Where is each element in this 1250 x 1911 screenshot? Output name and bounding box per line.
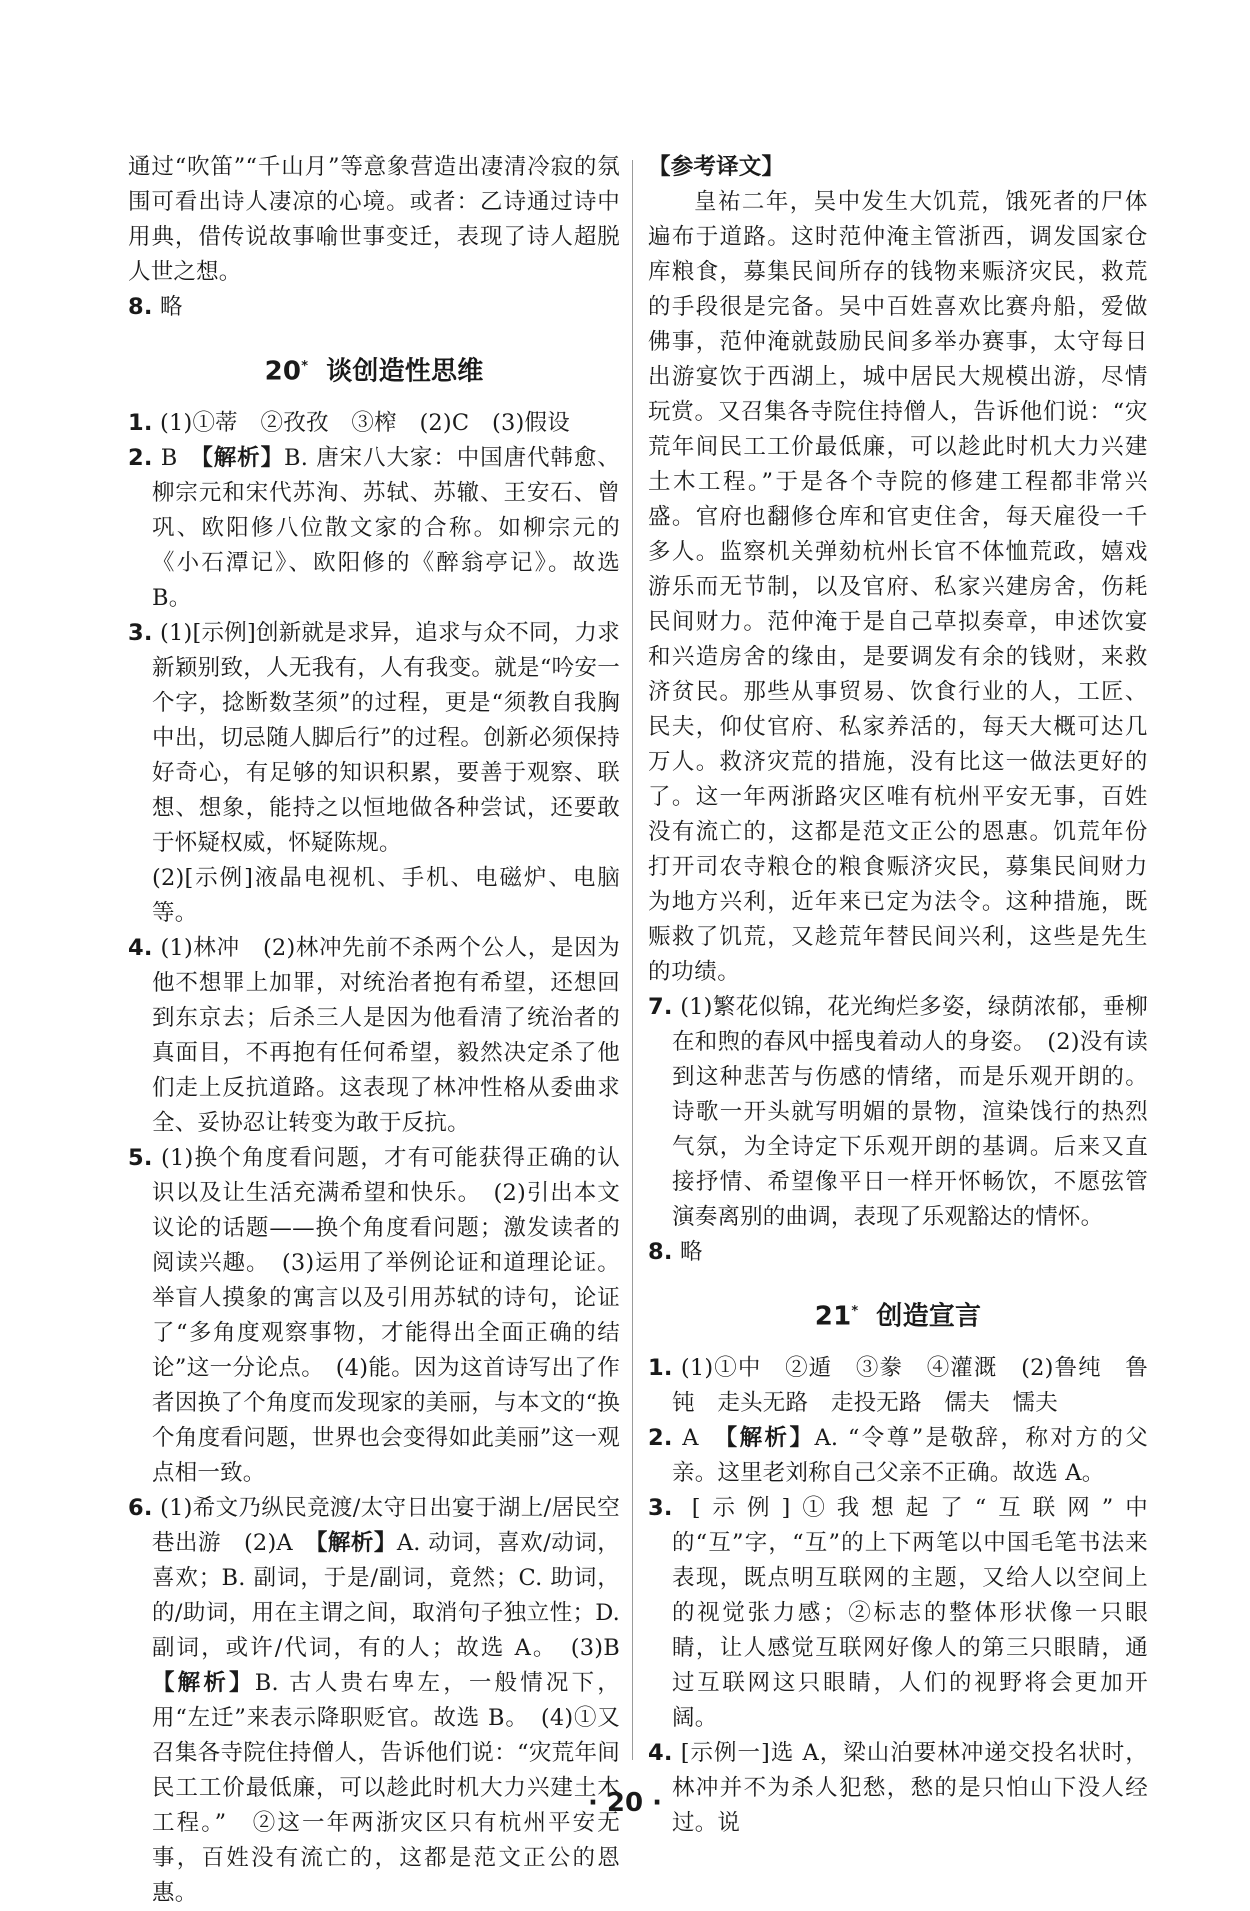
right-column [648,150,1148,1841]
answer-item-2: 2. A 【解析】A. “令尊”是敬辞，称对方的父亲。这里老刘称自己父亲不正确。故选 A。 [648,1424,1148,1486]
reference-translation-heading: 【参考译文】 [648,154,785,180]
section-title-21: 21* 创造宣言 [814,1301,982,1332]
reference-translation: 皇祐二年，吴中发生大饥荒，饿死者的尸体遍布于道路。这时范仲淹主管浙西，调发国家仓库粮食，募集民间所存的钱物来赈济灾民，救荒的手段很是完备。吴中百姓喜欢比赛舟船，爱做佛事，范仲淹就鼓励民间多举办赛事，太守每日出游宴饮于西湖上，城中居民大规模出游，尽情玩赏。又召集各寺院住持僧人，告诉他们说：“灾荒年间民工工价最低廉，可以趁此时机大力兴建土木工程。”于是各个寺院的修建工程都非常兴盛。官府也翻修仓库和官吏住舍，每天雇役一千多人。监察机关弹劾杭州长官不体恤荒政，嬉戏游乐而无节制，以及官府、私家兴建房舍，伤耗民间财力。范仲淹于是自己草拟奏章，申述饮宴和兴造房舍的缘由，是要调发有余的钱财，来救济贫民。那些从事贸易、饮食行业的人，工匠、民夫，仰仗官府、私家养活的，每天大概可达几万人。救济灾荒的措施，没有比这一做法更好的了。这一年两浙路灾区唯有杭州平安无事，百姓没有流亡的，这都是范文正公的恩惠。饥荒年份打开司农寺粮仓的粮食赈济灾民，募集民间财力为地方兴利，近年来已定为法令。这种措施，既赈救了饥荒，又趁荒年替民间兴利，这些是先生的功绩。 [648,189,1148,985]
answer-item-8: 8. 略 [128,294,183,320]
answer-item-4: 4. (1)林冲 (2)林冲先前不杀两个公人，是因为他不想罪上加罪，对统治者抱有希望，还想回到东京去；后杀三人是因为他看清了统治者的真面目，不再抱有任何希望，毅然决定杀了他们走上反抗道路。这表现了林冲性格从委曲求全、妥协忍让转变为敢于反抗。 [128,934,621,1136]
answer-item-7: 7. (1)繁花似锦，花光绚烂多姿，绿荫浓郁，垂柳在和煦的春风中摇曳着动人的身姿。 (2)没有读到这种悲苦与伤感的情绪，而是乐观开朗的。诗歌一开头就写明媚的景物，渲染饯行的热烈气氛，为全诗定下乐观开朗的基调。后来又直接抒情、希望像平日一样开怀畅饮，不愿弦管演奏离别的曲调，表现了乐观豁达的情怀。 [648,994,1148,1230]
answer-item-5: 5. (1)换个角度看问题，才有可能获得正确的认识以及让生活充满希望和快乐。 (2)引出本文议论的话题——换个角度看问题；激发读者的阅读兴趣。 (3)运用了举例论证和道理论证。举盲人摸象的寓言以及引用苏轼的诗句，论证了“多角度观察事物，才能得出全面正确的结论”这一分论点。 (4)能。因为这首诗写出了作者因换了个角度而发现家的美丽，与本文的“换个角度看问题，世界也会变得如此美丽”这一观点相一致。 [128,1144,620,1486]
page-number: · 20 · [587,1788,663,1818]
answer-item-4: 4. [示例一]选 A，梁山泊要林冲递交投名状时，林冲并不为杀人犯愁，愁的是只怕山下没人经过。说 [648,1739,1148,1836]
answer-item-1: 1. (1)①中 ②遁 ③豢 ④灌溉 (2)鲁纯 鲁钝 走头无路 走投无路 儒夫 懦夫 [648,1354,1149,1416]
answer-item-1: 1. (1)①蒂 ②孜孜 ③榨 (2)C (3)假设 [128,409,570,436]
continued-paragraph: 通过“吹笛”“千山月”等意象营造出凄清冷寂的氛围可看出诗人凄凉的心境。或者：乙诗通过诗中用典，借传说故事喻世事变迁，表现了诗人超脱人世之想。 [128,154,620,285]
answer-item-3: 3. (1)[示例]创新就是求异，追求与众不同，力求新颖别致，人无我有，人有我变。就是“吟安一个字，捻断数茎须”的过程，更是“须教自我胸中出，切忌随人脚后行”的过程。创新必须保持好奇心，有足够的知识积累，要善于观察、联想、想象，能持之以恒地做各种尝试，还要敢于怀疑权威，怀疑陈规。 (2)[示例]液晶电视机、手机、电磁炉、电脑等。 [128,619,620,926]
section-title-20: 20* 谈创造性思维 [264,356,484,387]
left-column [128,150,643,1911]
answer-item-3: 3. [示例]①我想起了“互联网”中的“互”字，“互”的上下两笔以中国毛笔书法来表现，既点明互联网的主题，又给人以空间上的视觉张力感；②标志的整体形状像一只眼睛，让人感觉互联网好像人的第三只眼睛，通过互联网这只眼睛，人们的视野将会更加开阔。 [648,1494,1148,1731]
answer-item-2: 2. B 【解析】B. 唐宋八大家：中国唐代韩愈、柳宗元和宋代苏洵、苏轼、苏辙、王安石、曾巩、欧阳修八位散文家的合称。如柳宗元的《小石潭记》、欧阳修的《醉翁亭记》。故选 B。 [128,444,620,611]
answer-item-8: 8. 略 [648,1239,703,1265]
answer-item-6: 6. (1)希文乃纵民竞渡/太守日出宴于湖上/居民空巷出游 (2)A 【解析】A. 动词，喜欢/动词，喜欢；B. 副词，于是/副词，竟然；C. 助词，的/助词，用在主谓之间，取消句子独立性；D. 副词，或许/代词，有的人；故选 A。 (3)B 【解析】B. 古人贵右卑左，一般情况下，用“左迁”来表示降职贬官。故选 B。 (4)①又召集各寺院住持僧人，告诉他们说：“灾荒年间民工工价最低廉，可以趁此时机大力兴建土木工程。” ②这一年两浙灾区只有杭州平安无事，百姓没有流亡的，这都是范文正公的恩惠。 [128,1494,643,1906]
column-divider [632,160,633,1760]
